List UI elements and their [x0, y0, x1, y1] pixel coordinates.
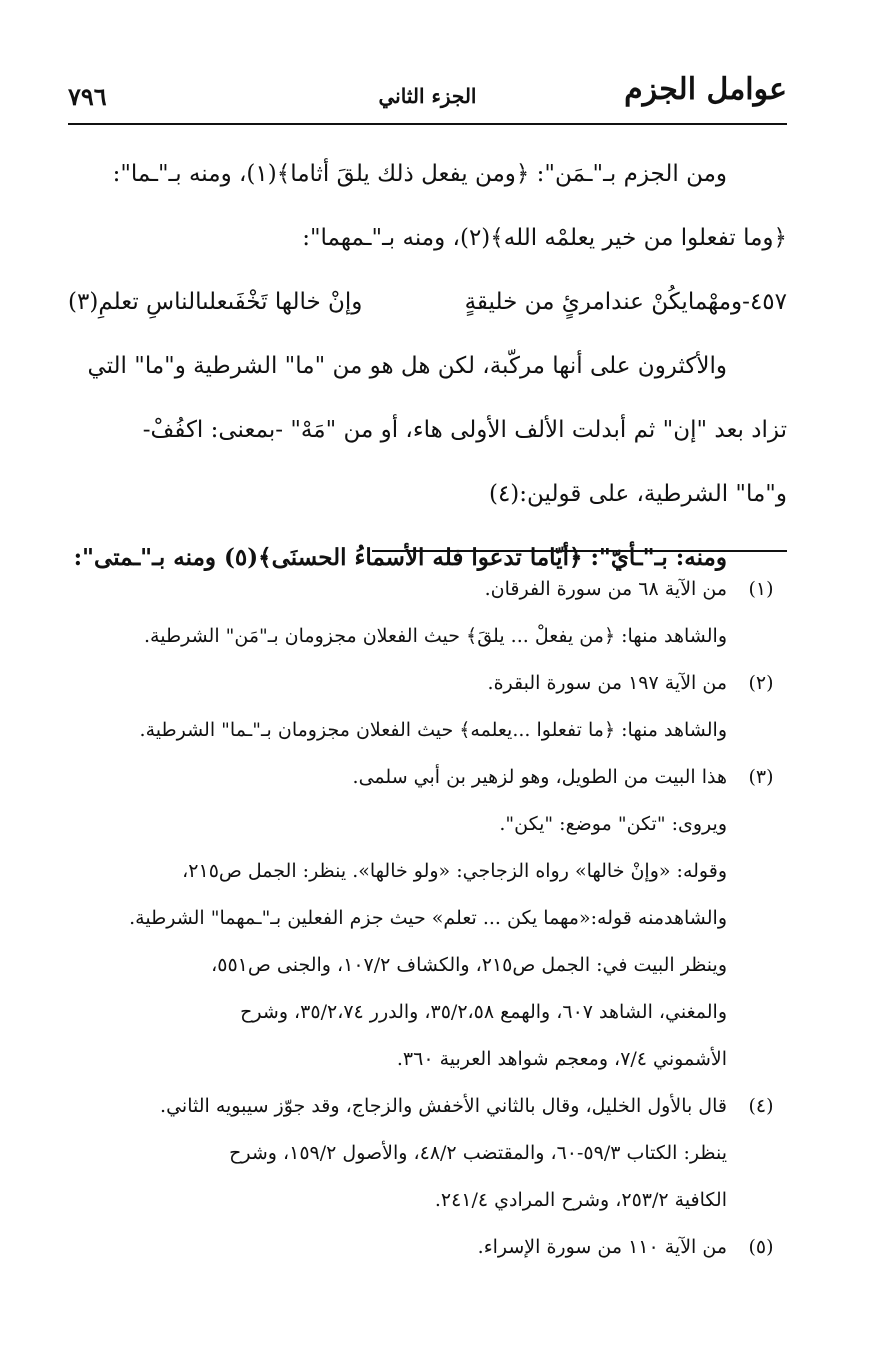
footnote-text: هذا البيت من الطويل، وهو لزهير بن أبي سلمى.	[352, 766, 727, 788]
footnote-text: من الآية ١٩٧ من سورة البقرة.	[487, 672, 727, 694]
footnote-text: ويروى: "تكن" موضع: "يكن".	[499, 813, 727, 835]
running-title: عوامل الجزم	[624, 72, 787, 107]
footnote-text: الكافية ٢٥٣/٢، وشرح المرادي ٢٤١/٤.	[434, 1189, 727, 1211]
footnote-line	[68, 848, 787, 895]
verse-second-half: وإنْ خالها تَخْفَىعلىالناسِ تعلمِ(٣)	[68, 289, 363, 315]
footnote-line	[68, 895, 787, 942]
footnote-line	[68, 1177, 787, 1224]
footnote-line	[68, 754, 787, 801]
verse-number: ٤٥٧	[749, 289, 787, 315]
footnote-line	[68, 566, 787, 613]
page-number: ٧٩٦	[68, 82, 107, 111]
footnote-line	[68, 1130, 787, 1177]
footnote-text: من الآية ٦٨ من سورة الفرقان.	[484, 578, 727, 600]
footnote-line	[68, 1083, 787, 1130]
footnote-text: الأشموني ٧/٤، ومعجم شواهد العربية ٣٦٠.	[396, 1048, 727, 1070]
footnote-line	[68, 1224, 787, 1271]
footnote-text: والمغني، الشاهد ٦٠٧، والهمع ٣٥/٢،٥٨، والدرر ٣٥/٢،٧٤، وشرح	[240, 1001, 727, 1023]
text-line: تزاد بعد "إن" ثم أبدلت الألف الأولى هاء، أو من "مَهْ" -بمعنى: اكفُفْ-	[142, 417, 787, 443]
footnote-number: (٣)	[748, 766, 774, 788]
footnote-line	[68, 707, 787, 754]
footnotes	[68, 566, 787, 1271]
footnote-number: (٥)	[748, 1236, 774, 1258]
part-title: الجزء الثاني	[378, 84, 477, 108]
page-header	[68, 62, 787, 118]
footnote-text: والشاهد منها: ﴿من يفعلْ ... يلقَ﴾ حيث الفعلان مجزومان بـ"مَن" الشرطية.	[144, 625, 727, 647]
footnote-text: وقوله: «وإنْ خالها» رواه الزجاجي: «ولو خالها». ينظر: الجمل ص٢١٥،	[182, 860, 727, 882]
footnote-line	[68, 613, 787, 660]
footnote-number: (٢)	[748, 672, 774, 694]
text-line: ﴿وما تفعلوا من خير يعلمْه الله﴾(٢)، ومنه بـ"ـمهما":	[302, 225, 787, 251]
footnote-text: والشاهدمنه قوله:«مهما يكن ... تعلم» حيث جزم الفعلين بـ"ـمهما" الشرطية.	[129, 907, 727, 929]
footnote-text: والشاهد منها: ﴿ما تفعلوا ...يعلمه﴾ حيث الفعلان مجزومان بـ"ـما" الشرطية.	[139, 719, 727, 741]
footnote-text: قال بالأول الخليل، وقال بالثاني الأخفش والزجاج، وقد جوّز سيبويه الثاني.	[160, 1095, 727, 1117]
text-line: ومنه: بـ"ـأيّ": ﴿أيّاما تدعوا فله الأسماءُ الحسنَى﴾(٥) ومنه بـ"ـمتى":	[73, 544, 727, 571]
verse-first-half: ٤٥٧-ومهْمايكُنْ عندامرئٍ من خليقةٍ	[464, 289, 787, 315]
main-text	[68, 142, 787, 590]
footnote-text: ينظر: الكتاب ٥٩/٣-٦٠، والمقتضب ٤٨/٢، والأصول ١٥٩/٢، وشرح	[229, 1142, 727, 1164]
footnote-line	[68, 1036, 787, 1083]
text-line: ومن الجزم بـ"ـمَن": ﴿ومن يفعل ذلك يلقَ أثاما﴾(١)، ومنه بـ"ـما":	[112, 161, 727, 187]
footnote-number: (١)	[748, 578, 774, 600]
footnote-number: (٤)	[748, 1095, 774, 1117]
footnote-divider	[372, 550, 787, 552]
footnote-text: من الآية ١١٠ من سورة الإسراء.	[477, 1236, 727, 1258]
footnote-text: وينظر البيت في: الجمل ص٢١٥، والكشاف ١٠٧/٢، والجنى ص٥٥١،	[211, 954, 727, 976]
text-line: والأكثرون على أنها مركّبة، لكن هل هو من "ما" الشرطية و"ما" التي	[87, 353, 727, 379]
footnote-line	[68, 660, 787, 707]
footnote-line	[68, 942, 787, 989]
footnote-line	[68, 989, 787, 1036]
footnote-line	[68, 801, 787, 848]
header-rule	[68, 123, 787, 125]
text-line: و"ما" الشرطية، على قولين:(٤)	[488, 481, 787, 507]
verse-line	[68, 270, 787, 334]
